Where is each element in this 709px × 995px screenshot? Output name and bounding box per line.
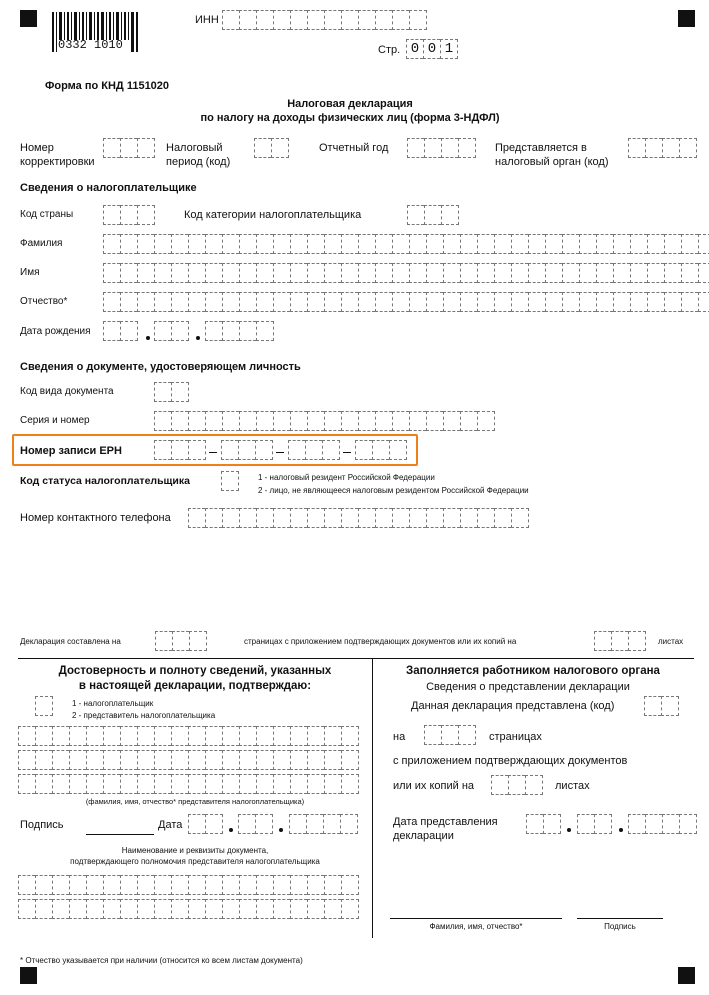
presented-code-label: Данная декларация представлена (код) [411, 700, 615, 712]
authority-doc-caption-line2: подтверждающего полномочия представителя налогоплательщика [70, 857, 320, 866]
document-section-title: Сведения о документе, удостоверяющем личность [20, 361, 301, 373]
page-number-field[interactable] [406, 39, 458, 59]
presentation-date-month-field[interactable] [577, 814, 612, 834]
patronymic-field[interactable] [103, 292, 709, 312]
footnote: * Отчество указывается при наличии (относится ко всем листам документа) [20, 956, 303, 965]
officer-sheets-field[interactable] [491, 775, 543, 795]
or-copies-label: или их копий на [393, 780, 475, 792]
sign-date-year-field[interactable] [289, 814, 358, 834]
ern-field-part2[interactable] [221, 440, 273, 460]
doc-type-field[interactable] [154, 382, 189, 402]
representative-fio-caption: (фамилия, имя, отчество* представителя налогоплательщика) [85, 797, 305, 806]
ern-field-part3[interactable] [288, 440, 340, 460]
signer-option-1: 1 - налогоплательщик [72, 699, 154, 708]
presentation-date-day-field[interactable] [526, 814, 561, 834]
ern-field-part1[interactable] [154, 440, 206, 460]
presentation-date-separator-dot [619, 828, 623, 832]
birthdate-year-field[interactable] [205, 321, 274, 341]
on-label: на [393, 731, 406, 743]
birthdate-day-field[interactable] [103, 321, 138, 341]
status-code-label: Код статуса налогоплательщика [20, 475, 190, 487]
page-digit-1: 0 [406, 39, 423, 59]
tax-period-field[interactable] [254, 138, 289, 158]
inn-label: ИНН [195, 14, 219, 26]
pages-label: страницах [489, 731, 542, 743]
barcode-number: 0332 1010 [58, 38, 123, 52]
presentation-date-label-line2: декларации [393, 830, 454, 842]
representative-fio-line3[interactable] [18, 774, 359, 794]
inn-field[interactable] [222, 10, 427, 30]
report-year-label: Отчетный год [319, 142, 389, 154]
presentation-date-label-line1: Дата представления [393, 816, 498, 828]
tax-officer-title: Заполняется работником налогового органа [406, 665, 660, 677]
attachment-sheets-field[interactable] [594, 631, 646, 651]
report-year-field[interactable] [407, 138, 476, 158]
ern-dash [343, 452, 351, 453]
name-field[interactable] [103, 263, 709, 283]
officer-pages-field[interactable] [424, 725, 476, 745]
status-option-1: 1 - налоговый резидент Российской Федерации [258, 473, 435, 482]
signer-option-2: 2 - представитель налогоплательщика [72, 711, 216, 720]
representative-fio-line1[interactable] [18, 726, 359, 746]
composed-on-label: Декларация составлена на [20, 637, 121, 646]
category-code-label: Код категории налогоплательщика [184, 209, 362, 221]
patronymic-label: Отчество* [20, 296, 68, 307]
taxpayer-section-title: Сведения о налогоплательщике [20, 182, 197, 194]
barcode [52, 12, 140, 52]
sign-date-day-field[interactable] [188, 814, 223, 834]
ern-field-part4[interactable] [355, 440, 407, 460]
status-option-2: 2 - лицо, не являющееся налоговым резидентом Российской Федерации [258, 486, 529, 495]
sign-date-month-field[interactable] [238, 814, 273, 834]
country-code-label: Код страны [20, 209, 74, 220]
status-code-field[interactable] [221, 471, 239, 491]
birthdate-month-field[interactable] [154, 321, 189, 341]
page-label: Стр. [378, 44, 401, 56]
officer-fio-line [390, 918, 562, 919]
section-divider-horizontal [18, 658, 694, 659]
representative-fio-line2[interactable] [18, 750, 359, 770]
signature-line [86, 834, 154, 835]
surname-label: Фамилия [20, 238, 63, 249]
pages-with-docs-label: страницах с приложением подтверждающих документов или их копий на [244, 637, 517, 646]
confirm-title-line1: Достоверность и полноту сведений, указанных [58, 665, 332, 677]
presented-code-field[interactable] [644, 696, 679, 716]
series-number-label: Серия и номер [20, 415, 90, 426]
confirm-title-line2: в настоящей декларации, подтверждаю: [78, 680, 312, 692]
corner-marker-top-right [678, 10, 695, 27]
section-divider-vertical [372, 658, 373, 938]
form-code: Форма по КНД 1151020 [45, 80, 170, 92]
officer-signature-caption: Подпись [604, 922, 636, 931]
corner-marker-bottom-left [20, 967, 37, 984]
surname-field[interactable] [103, 234, 709, 254]
authority-doc-line2[interactable] [18, 899, 359, 919]
birthdate-label: Дата рождения [20, 326, 91, 337]
name-label: Имя [20, 267, 40, 278]
country-code-field[interactable] [103, 205, 155, 225]
sign-date-separator-dot [229, 828, 233, 832]
presentation-date-separator-dot [567, 828, 571, 832]
phone-field[interactable] [188, 508, 529, 528]
officer-signature-line [577, 918, 663, 919]
signer-type-field[interactable] [35, 696, 53, 716]
authority-doc-line1[interactable] [18, 875, 359, 895]
authority-label: Представляется в налоговый орган (код) [495, 142, 609, 168]
page-digit-2: 0 [423, 39, 440, 59]
authority-code-field[interactable] [628, 138, 697, 158]
phone-label: Номер контактного телефона [20, 512, 171, 524]
ern-label: Номер записи ЕРН [20, 445, 122, 457]
signature-label: Подпись [20, 819, 64, 831]
corner-marker-bottom-right [678, 967, 695, 984]
sign-date-separator-dot [279, 828, 283, 832]
birthdate-separator-dot [146, 336, 150, 340]
ern-dash [209, 452, 217, 453]
presentation-date-year-field[interactable] [628, 814, 697, 834]
page-digit-3: 1 [440, 39, 458, 59]
declaration-pages-field[interactable] [155, 631, 207, 651]
tax-period-label: Налоговый период (код) [166, 142, 231, 168]
correction-label: Номер корректировки [20, 142, 95, 168]
officer-fio-caption: Фамилия, имя, отчество* [429, 922, 523, 931]
series-number-field[interactable] [154, 411, 495, 431]
corner-marker-top-left [20, 10, 37, 27]
form-title-line1: Налоговая декларация [287, 98, 413, 110]
birthdate-separator-dot [196, 336, 200, 340]
correction-number-field[interactable] [103, 138, 155, 158]
authority-doc-caption-line1: Наименование и реквизиты документа, [121, 846, 269, 855]
category-code-field[interactable] [407, 205, 459, 225]
ern-dash [276, 452, 284, 453]
officer-sheets-label: листах [555, 780, 590, 792]
with-docs-label: с приложением подтверждающих документов [393, 755, 628, 767]
date-label: Дата [158, 819, 183, 831]
sheets-label: листах [658, 637, 684, 646]
form-title-line2: по налогу на доходы физических лиц (форма 3-НДФЛ) [200, 112, 500, 124]
tax-officer-subtitle: Сведения о представлении декларации [426, 681, 630, 693]
doc-type-label: Код вида документа [20, 386, 114, 397]
